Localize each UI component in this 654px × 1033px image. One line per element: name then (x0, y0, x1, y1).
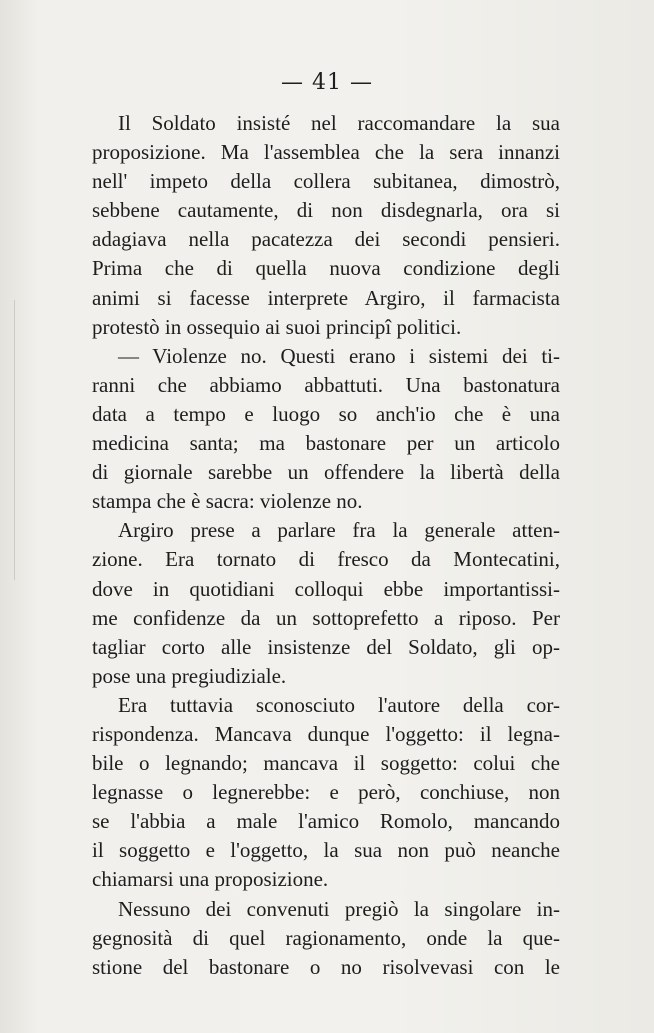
text-line: stampa che è sacra: violenze no. (92, 489, 363, 514)
text-line: sebbene cautamente, di non disdegnarla, ora si (92, 198, 560, 223)
text-line: bile o legnando; mancava il soggetto: colui che (92, 751, 560, 776)
text-line: adagiava nella pacatezza dei secondi pensieri. (92, 227, 560, 252)
text-line: Prima che di quella nuova condizione degli (92, 256, 560, 281)
text-line: stione del bastonare o no risolvevasi con le (92, 954, 560, 979)
text-line: il soggetto e l'oggetto, la sua non può neanche (92, 838, 560, 863)
text-line: data a tempo e luogo so anch'io che è una (92, 401, 560, 426)
text-line: — Violenze no. Questi erano i sistemi dei ti- (118, 343, 560, 368)
text-line: Era tuttavia sconosciuto l'autore della cor- (118, 692, 560, 717)
text-line: rispondenza. Mancava dunque l'oggetto: il legna- (92, 721, 560, 746)
text-line: medicina santa; ma bastonare per un articolo (92, 431, 560, 456)
text-line: Il Soldato insisté nel raccomandare la sua (118, 111, 560, 135)
text-line: Argiro prese a parlare fra la generale atten- (118, 518, 560, 543)
binding-edge (0, 300, 15, 580)
text-line: animi si facesse interprete Argiro, il farmacista (92, 285, 560, 310)
text-line: tagliar corto alle insistenze del Soldato, gli op- (92, 634, 560, 659)
text-line: chiamarsi una proposizione. (92, 867, 329, 892)
text-line: pose una pregiudiziale. (92, 663, 287, 688)
text-line: di giornale sarebbe un offendere la libertà della (92, 460, 560, 485)
text-line: dove in quotidiani colloqui ebbe importantissi- (92, 576, 560, 601)
text-line: protestò in ossequio ai suoi principî politici. (92, 314, 462, 339)
text-line: se l'abbia a male l'amico Romolo, mancando (92, 809, 560, 834)
text-line: zione. Era tornato di fresco da Montecatini, (92, 547, 560, 572)
text-line: Nessuno dei convenuti pregiò la singolare in- (118, 896, 560, 921)
text-line: proposizione. Ma l'assemblea che la sera innanzi (92, 140, 560, 165)
page-number: — 41 — (281, 70, 373, 95)
text-line: gegnosità di quel ragionamento, onde la que- (92, 925, 560, 950)
text-line: me confidenze da un sottoprefetto a riposo. Per (92, 605, 560, 630)
text-line: legnasse o legnerebbe: e però, conchiuse, non (92, 780, 560, 805)
text-line: nell' impeto della collera subitanea, dimostrò, (92, 169, 560, 194)
text-line: ranni che abbiamo abbattuti. Una bastonatura (92, 372, 560, 397)
body-text (92, 109, 560, 982)
